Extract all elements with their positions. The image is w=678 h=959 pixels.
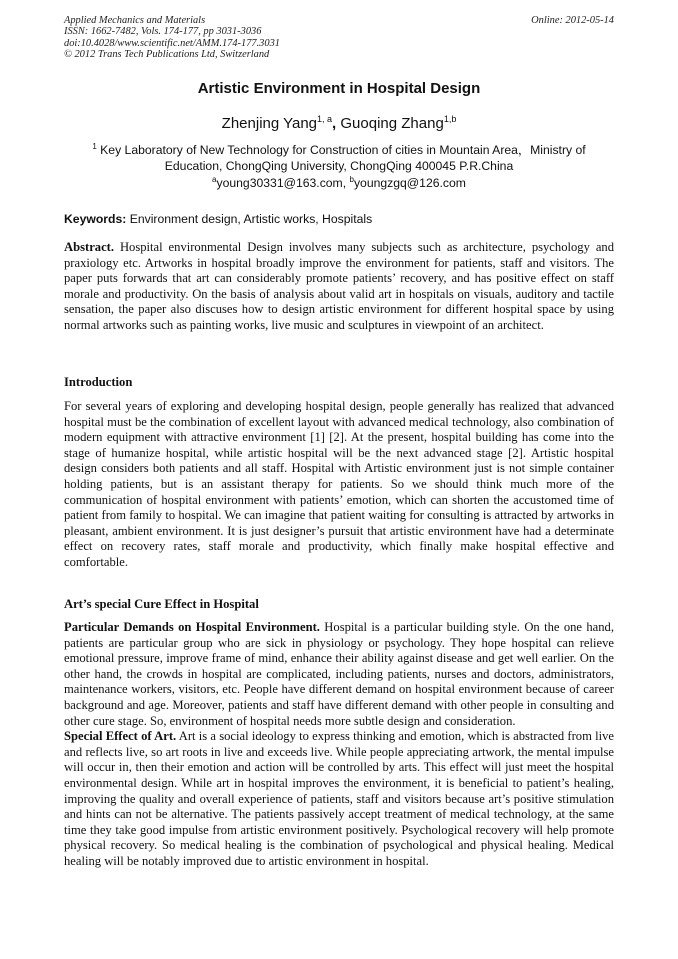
- paragraph-text: Art is a social ideology to express thinking and emotion, which is abstracted from live and reflects live, so art roots in live and exceeds live. While people appreciating artwork, the mental impulse will occur in, then their emotion and action will be controlled by arts. This effect will just meet the hospital environmental design. While art in hospital improves the environment, it is beneficial to patient’s healing, improving the quality and overall experience of patients, staff and visitors because art’s positive stimulation and hints can not be alternative. The patients passively accept treatment of medical technology, at the same time they take good impulse from artistic environment positively. Psychological recovery will help promote physical recovery. So medical healing is the combination of psychological and physical healing. Medical healing will be notably improved due to artistic environment in hospital.: [64, 729, 614, 868]
- keywords-text: Environment design, Artistic works, Hospitals: [126, 212, 373, 226]
- journal-name: Applied Mechanics and Materials: [64, 15, 206, 26]
- introduction-paragraph: For several years of exploring and developing hospital design, people generally has realized that advanced hospital must be the combination of excellent layout with advanced medical technology, also combination of modern equipment with attractive environment [1] [2]. At the present, hospital building has come into the stage of humanize hospital, while artistic hospital will be the next advanced stage [2]. Artistic hospital design considers both patients and all staff. Hospital with Artistic environment just is not simple container holding patients, but is an assistant therapy for patients. So we should think much more of the communication of hospital environment with patients’ emotion, which can shorten the accustomed time of patient from family to hospital. We can imagine that patient waiting for consulting is attracted by artworks in pleasant, ambient environment. It is just designer’s pursuit that artistic environment have had a determinate effect on recovery rates, staff morale and productivity, which finally make hospital effective and comfortable.: [64, 399, 614, 569]
- copyright-line: © 2012 Trans Tech Publications Ltd, Switzerland: [64, 49, 270, 61]
- author-emails: [0, 175, 678, 190]
- affiliation-text: Key Laboratory of New Technology for Construction of cities in Mountain Area，Ministry of Education, ChongQing University, ChongQing 400045 P.R.China: [100, 143, 586, 174]
- paragraph-label: Special Effect of Art.: [64, 729, 177, 744]
- author-name: Zhenjing Yang: [221, 115, 318, 132]
- journal-header: [64, 15, 614, 61]
- online-date: Online: 2012-05-14: [531, 15, 614, 26]
- author-separator: ,: [332, 115, 341, 132]
- email-link[interactable]: youngzgq@126.com: [353, 176, 466, 191]
- email-sup: b: [349, 175, 354, 184]
- section-heading: Introduction: [64, 375, 133, 389]
- paragraph: [64, 620, 614, 729]
- author-sup: 1, a: [317, 114, 333, 124]
- paper-title: Artistic Environment in Hospital Design: [197, 80, 481, 97]
- abstract-text: Hospital environmental Design involves many subjects such as architecture, psychology and praxiology etc. Artworks in hospital broadly improve the environment for patients, staff and visitors. The paper puts forwards that art can considerably promote patients’ recovery, and has positive effect on staff morale and productivity. On the basis of analysis about valid art in hospitals on visuals, auditory and tactile sensation, the paper also discuses how to design artistic environment for different hospital space by using normal artworks such as painting works, live music and sculptures in viewpoint of an architect.: [64, 240, 614, 332]
- cure-section: [64, 620, 614, 870]
- abstract: [64, 240, 614, 334]
- abstract-label: Abstract.: [64, 240, 115, 254]
- issn-line: ISSN: 1662-7482, Vols. 174-177, pp 3031-3036: [64, 26, 262, 38]
- affiliation-sup: 1: [92, 142, 97, 151]
- doi-line: doi:10.4028/www.scientific.net/AMM.174-177.3031: [64, 37, 280, 49]
- section-heading: Art’s special Cure Effect in Hospital: [64, 597, 259, 611]
- email-link[interactable]: young30331@163.com,: [216, 176, 350, 191]
- paragraph: [64, 729, 614, 869]
- paragraph-text: Hospital is a particular building style. On the one hand, patients are particular group who are sick in physiology or psychology. They hope hospital can relieve emotional pressure, improve frame of mind, enhance their ability against disease and get well earlier. On the other hand, the crowds in hospital are complicated, including patients, nurses and doctors, administrators, maintenance workers, visitors, etc. People have different demand on hospital environment because of career background and age. Moreover, patients and staff have different demand with other people in consulting and other cure stage. So, environment of hospital needs more subtle design and consideration.: [64, 620, 614, 728]
- paragraph-label: Particular Demands on Hospital Environment.: [64, 620, 320, 634]
- author-name: Guoqing Zhang: [340, 115, 444, 132]
- author-line: [0, 114, 678, 132]
- keywords-label: Keywords:: [64, 212, 127, 226]
- email-sup: a: [212, 175, 217, 184]
- author-sup: 1,b: [443, 114, 457, 124]
- affiliation: [80, 139, 598, 174]
- keywords: [64, 212, 614, 226]
